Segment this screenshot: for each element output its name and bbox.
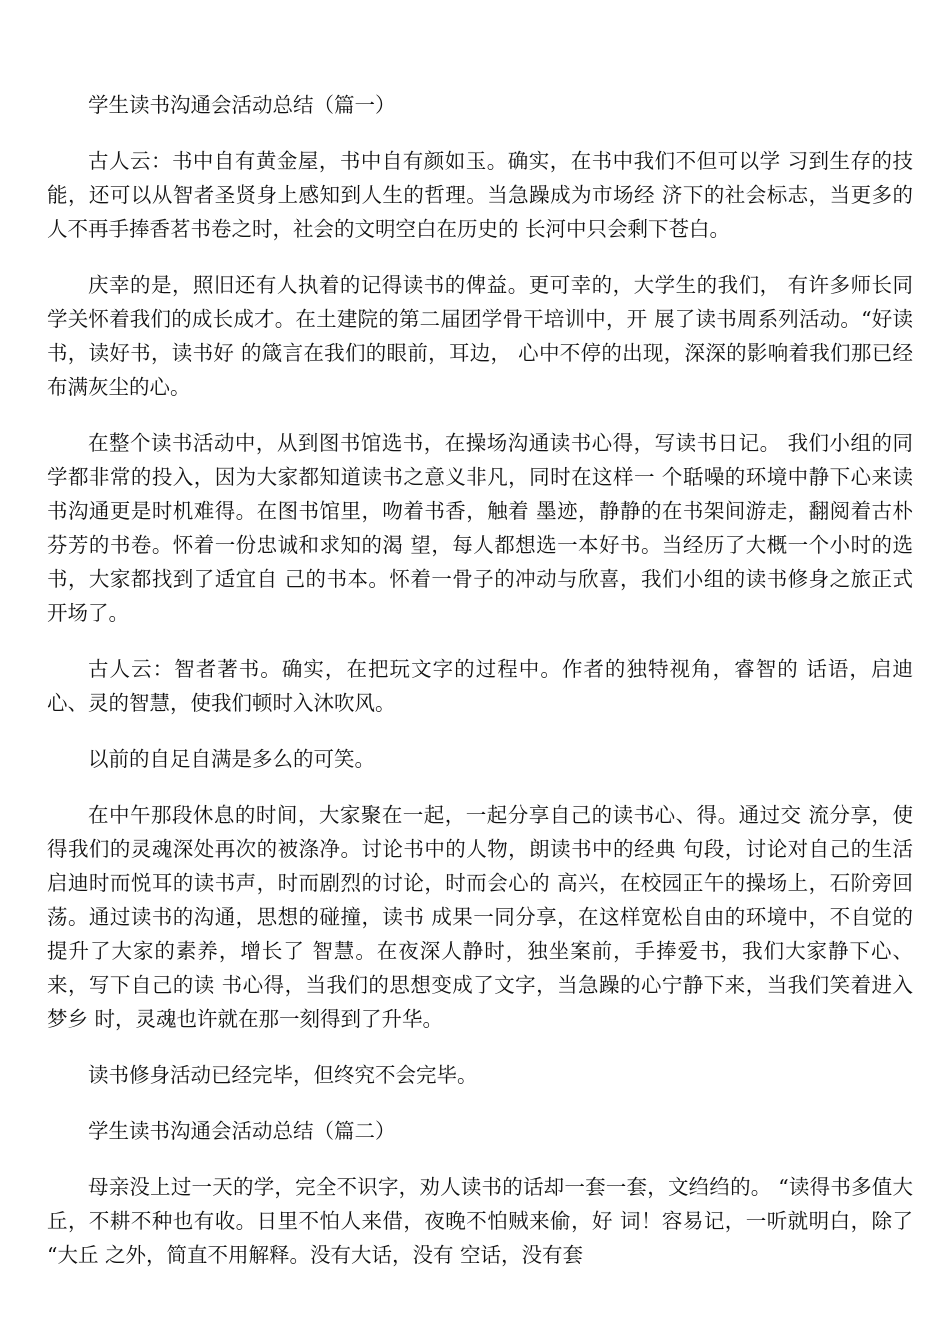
section1-title: 学生读书沟通会活动总结（篇一）	[88, 93, 396, 117]
paragraph: 以前的自足自满是多么的可笑。	[88, 747, 375, 771]
paragraph: 古人云：书中自有黄金屋，书中自有颜如玉。确实，在书中我们不但可以学 习到生存的技能，还可以从智者圣贤身上感知到人生的哲理。当急躁成为市场经 济下的社会标志，当更多的人不再手捧香茗书卷之时，社会的文明空白在历史的 长河中只会剩下苍白。	[47, 149, 913, 241]
paragraph: 在整个读书活动中，从到图书馆选书，在操场沟通读书心得，写读书日记。 我们小组的同学都非常的投入，因为大家都知道读书之意义非凡，同时在这样一 个聒噪的环境中静下心来读书沟通更是时机难得。在图书馆里，吻着书香，触着 墨迹，静静的在书架间游走，翻阅着古朴芬芳的书卷。怀着一份忠诚和求知的渴 望，每人都想选一本好书。当经历了大概一个小时的选书，大家都找到了适宜自 己的书本。怀着一骨子的冲动与欣喜，我们小组的读书修身之旅正式开场了。	[47, 431, 913, 625]
paragraph: 读书修身活动已经完毕，但终究不会完毕。	[88, 1063, 478, 1087]
document-page	[47, 88, 913, 1294]
paragraph: 古人云：智者著书。确实，在把玩文字的过程中。作者的独特视角，睿智的 话语，启迪心、灵的智慧，使我们顿时入沐吹风。	[47, 657, 913, 715]
paragraph: 庆幸的是，照旧还有人执着的记得读书的俾益。更可幸的，大学生的我们， 有许多师长同学关怀着我们的成长成才。在土建院的第二届团学骨干培训中，开 展了读书周系列活动。“好读书，读好书，读书好 的箴言在我们的眼前，耳边， 心中不停的出现，深深的影响着我们那已经布满灰尘的心。	[47, 273, 913, 399]
section2-title: 学生读书沟通会活动总结（篇二）	[88, 1119, 396, 1143]
paragraph: 在中午那段休息的时间，大家聚在一起，一起分享自己的读书心、得。通过交 流分享，使得我们的灵魂深处再次的被涤净。讨论书中的人物，朗读书中的经典 句段，讨论对自己的生活启迪时而悦耳的读书声，时而剧烈的讨论，时而会心的 高兴，在校园正午的操场上，石阶旁回荡。通过读书的沟通，思想的碰撞，读书 成果一同分享，在这样宽松自由的环境中，不自觉的提升了大家的素养，增长了 智慧。在夜深人静时，独坐案前，手捧爱书，我们大家静下心、来，写下自己的读 书心得，当我们的思想变成了文字，当急躁的心宁静下来，当我们笑着进入梦乡 时，灵魂也许就在那一刻得到了升华。	[47, 803, 913, 1031]
paragraph: 母亲没上过一天的学，完全不识字，劝人读书的话却一套一套，文绉绉的。 “读得书多值大丘，不耕不种也有收。日里不怕人来借，夜晚不怕贼来偷，好 词！容易记，一听就明白，除了 “大丘 之外，简直不用解释。没有大话，没有 空话，没有套	[47, 1175, 913, 1267]
